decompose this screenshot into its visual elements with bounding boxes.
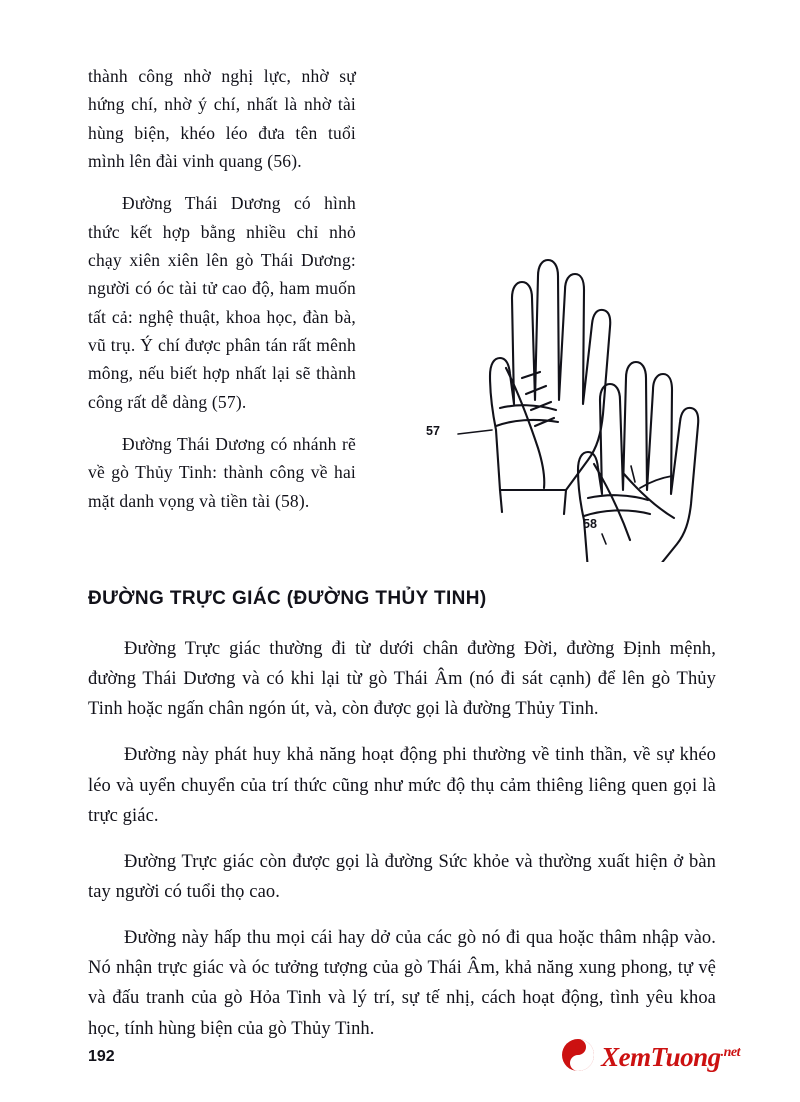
watermark xyxy=(561,1038,740,1077)
paragraph: thành công nhờ nghị lực, nhờ sự hứng chí, nhờ ý chí, nhất là nhờ tài hùng biện, khéo léo đưa tên tuổi mình lên đài vinh quang (56). xyxy=(88,66,356,172)
watermark-text: XemTuong$^{.net}$ xyxy=(601,1042,740,1072)
figure-label-57: 57 xyxy=(426,424,440,438)
paragraph: Đường Thái Dương có hình thức kết hợp bằng nhiều chỉ nhỏ chạy xiên xiên lên gò Thái Dương: người có óc tài tử cao độ, ham muốn tất cả: nghệ thuật, khoa học, đàn bà, vũ trụ. Ý chí được phân tán rất mênh mông, nếu biết hợp nhất lại sẽ thành công rất dễ dàng (57). xyxy=(88,193,356,412)
top-section xyxy=(88,62,712,562)
paragraph: Đường này phát huy khả năng hoạt động phi thường về tinh thần, về sự khéo léo và uyển chuyển của trí thức cũng như mức độ thụ cảm thiêng liêng quen gọi là trực giác. xyxy=(88,745,716,826)
figure-label-58: 58 xyxy=(583,517,597,531)
paragraph: Đường Thái Dương có nhánh rẽ về gò Thủy Tinh: thành công về hai mặt danh vọng và tiền tài (58). xyxy=(88,434,356,511)
watermark-suffix: .net xyxy=(720,1045,740,1060)
body-text xyxy=(88,634,716,1060)
section-heading: ĐƯỜNG TRỰC GIÁC (ĐƯỜNG THỦY TINH) xyxy=(88,588,487,609)
left-text-column xyxy=(88,62,356,529)
paragraph: Đường Trực giác còn được gọi là đường Sức khỏe và thường xuất hiện ở bàn tay người có tuổi thọ cao. xyxy=(88,851,716,902)
page-number: 192 xyxy=(88,1048,115,1065)
palm-hands-illustration xyxy=(388,172,718,562)
paragraph: Đường Trực giác thường đi từ dưới chân đường Đời, đường Định mệnh, đường Thái Dương và có khi lại từ gò Thái Âm (nó đi sát cạnh) để lên gò Thủy Tinh hoặc ngấn chân ngón út, và, còn được gọi là đường Thủy Tinh. xyxy=(88,639,716,720)
paragraph: Đường này hấp thu mọi cái hay dở của các gò nó đi qua hoặc thâm nhập vào. Nó nhận trực giác và óc tưởng tượng của gò Thái Âm, khả năng xung phong, tự vệ và đấu tranh của gò Hỏa Tinh và lý trí, sự tế nhị, cách hoạt động, tình yêu khoa học, tính hùng biện của gò Thủy Tinh. xyxy=(88,928,716,1039)
yin-yang-icon xyxy=(561,1038,595,1077)
